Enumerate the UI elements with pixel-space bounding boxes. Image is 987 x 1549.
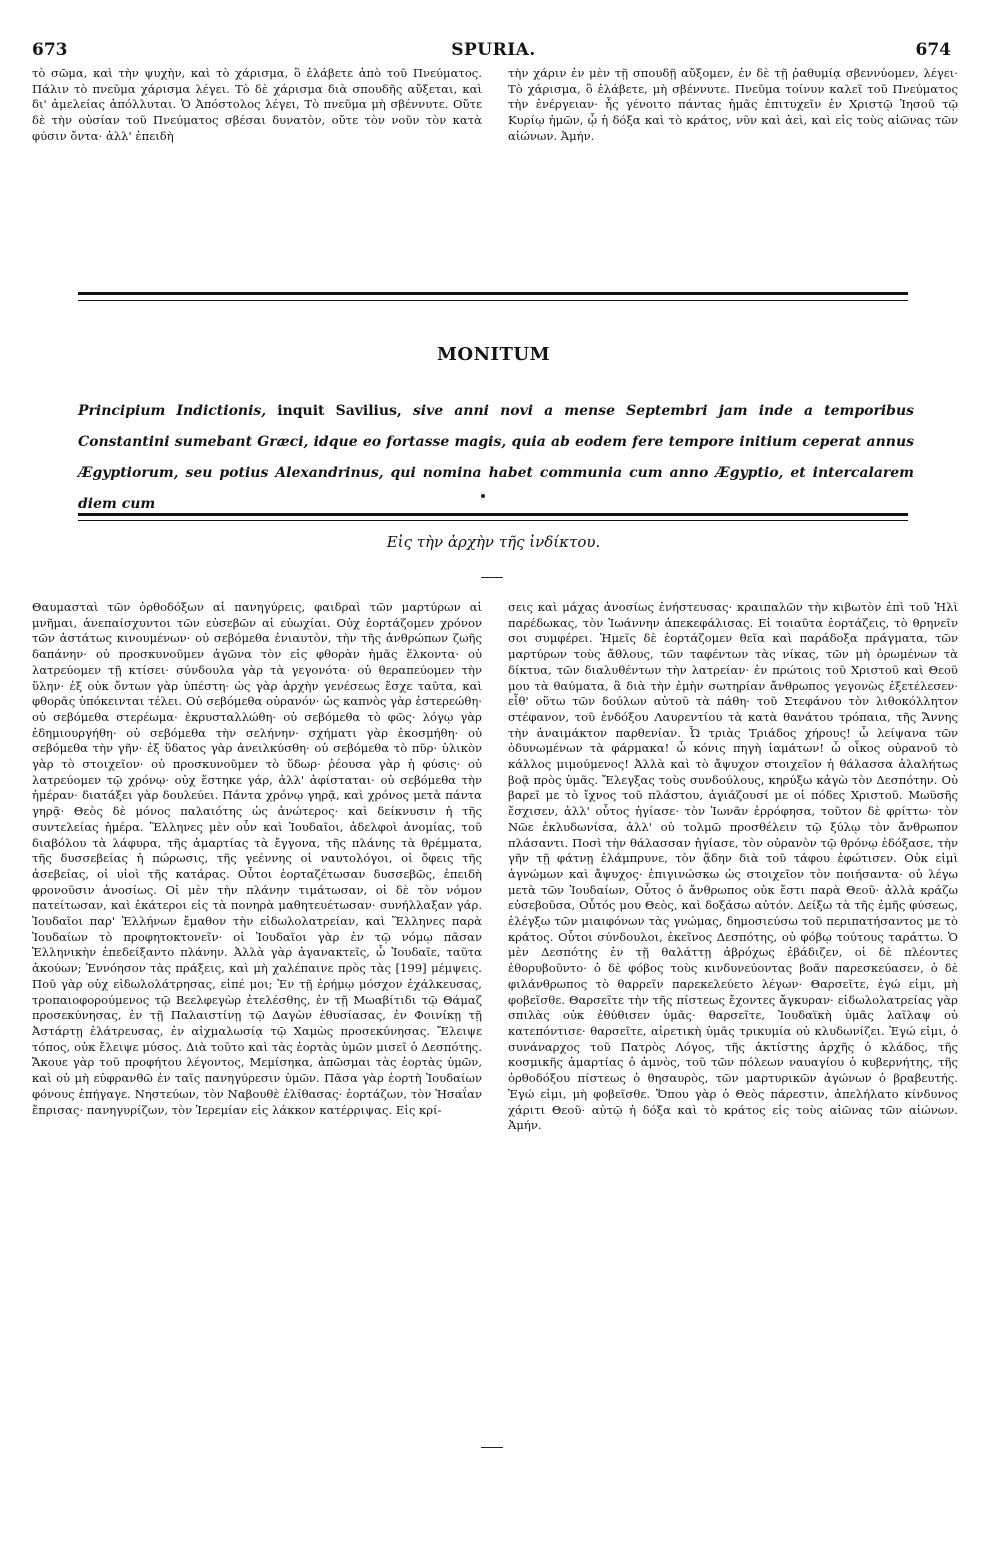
monitum-text: [78, 396, 914, 512]
monitum-text-part1: Principium Indictionis,: [78, 403, 267, 419]
section-divider-bottom: [78, 513, 908, 521]
section-divider-top: [78, 292, 908, 301]
sermon-title: Εἰς τὴν ἀρχὴν τῆς ἰνδίκτου.: [386, 533, 601, 551]
page-number-right: 674: [915, 40, 951, 60]
main-right-text: σεις καὶ μάχας ἀνοσίως ἐνήστευσας· κραιπαλῶν τὴν κιβωτὸν ἐπὶ τοῦ Ἠλὶ παρέδωκας, τὸν Ἰωάννην ἀπεκεφάλισας. Εἰ τοιαῦτα ἑορτάζεις, τὸ θρηνεῖν σοι συμφέρει. Ἡμεῖς δὲ ἑορτάζομεν θεῖα καὶ παράδοξα πράγματα, τῶν μαρτύρων τοὺς ἄθλους, τῶν ταφέντων τὰς νίκας, τῶν μὴ ὁρωμένων τὰ δίκτυα, τῶν διαλυθέντων τὴν λατρείαν· ἐν πρώτοις τοῦ Χριστοῦ καὶ Θεοῦ μου τὰ θαύματα, ἃ διὰ τὴν ἐμὴν σωτηρίαν ἄνθρωπος γεγονὼς ἐξετέλεσεν· εἶθ' οὕτω τῶν δούλων αὐτοῦ τὰ πάθη· τοῦ Στεφάνου τὸν λιθοκόλλητον στέφανον, τοῦ ἐνδόξου Λαυρεντίου τὰ κατὰ θανάτου τρόπαια, τῆς Ἄννης τὴν ἀναιμάκτον παρθενίαν. Ὦ τριὰς Τριάδος χήρους! ὦ λείψανα τῶν ὀδυνωμένων τὰ φάρμακα! ὦ κόνις πηγὴ ἰαμάτων! ὦ οἶκος οὐρανοῦ τὸ κάλλος μιμούμενος! Ἀλλὰ καὶ τὸ ἄψυχον στοιχεῖον ἡ θάλασσα ἀλαλήτως βοᾷ πρὸς ὑμᾶς. Ἔλεγξας τοὺς συνδούλους, κηρύξω κἀγὼ τὸν Δεσπότην. Οὐ βαρεῖ με τὸ ἴχνος τοῦ πλάστου, ἁγιάζουσί με οἱ πόδες Χριστοῦ. Μωϋσῆς ἔσχισεν, ἀλλ' οὗτος ἡγίασε· τὸν Ἰωνᾶν ἐρρόφησα, τοῦτον δὲ φρίττω· τὸν Νῶε ἐκλυδωνίσα, ἀλλ' οὐ τολμῶ προσθέλειν τῷ ξύλῳ τὸν ἄνθρωπον πλάσαντι. Ποσὶ τὴν θάλασσαν ἡγίασε, τὸν οὐρανὸν τῷ θρόνῳ ἐδόξασε, τὴν γῆν τῇ φάτνῃ ἐλάμπρυνε, τὸν ᾅδην διὰ τοῦ τάφου ἐφώτισεν. Οὐκ εἰμὶ ἀγνώμων καὶ ἄψυχος· ἐπιγινώσκω ὡς στοιχεῖον τὸν ποιήσαντα· οὐ λέγω μετὰ τῶν Ἰουδαίων, Οὗτος ὁ ἄνθρωπος οὐκ ἔστι παρὰ Θεοῦ· ἀλλὰ κράζω εὐσεβοῦσα, Οὗτός μου Θεὸς, καὶ δοξάσω αὐτόν. Δείξω τὰ τῆς ἐμῆς φύσεως, ἐλέγξω τῶν μιαιφόνων τὰς γνώμας, δημοσιεύσω τοῦ περιπατήσαντος με τὸ κράτος. Οὗτοι σύνδουλοι, ἐκεῖνος Δεσπότης, οὐ φόβῳ τούτους ταράττω. Ὁ μὲν Δεσπότης ἐν τῇ θαλάττῃ ἀβρόχως ἐβάδιζεν, οἱ δὲ πλέοντες ἐθορυβοῦντο· ὁ δὲ φόβος τοὺς κινδυνεύοντας βοᾶν παρεσκεύασεν, ὁ δὲ φιλάνθρωπος τὸ θαρρεῖν παρεκελεύετο λέγων· Θαρσεῖτε, ἐγώ εἰμι, μὴ φοβεῖσθε. Θαρσεῖτε τὴν τῆς πίστεως ἔχοντες ἄγκυραν· εἰδωλολατρείας γὰρ σπιλὰς οὐκ ἐθύθισεν ὑμᾶς· θαρσεῖτε, Ἰουδαϊκὴ ὑμᾶς λαῖλαψ οὐ κατεπόντισε· θαρσεῖτε, αἱρετικὴ ὑμᾶς τρικυμία οὐ κλυδωνίζει. Ἐγώ εἰμι, ὁ συνάναρχος τοῦ Πατρὸς Λόγος, τῆς ἀκτίστης ἀρχῆς ὁ κλάδος, τῆς κοσμικῆς ἁμαρτίας ὁ ἀμνὸς, τοῦ τῶν πόλεων ναυαγίου ὁ κυβερνήτης, τῆς ὀρθοδόξου πίστεως ὁ θησαυρὸς, τῶν μαρτυρικῶν ἀγώνων ὁ βραβευτής. Ἐγώ εἰμι, μὴ φοβεῖσθε. Ὅπου γὰρ ὁ Θεὸς πάρεστιν, ἀπελήλατο κίνδυνος χάριτι Θεοῦ· αὐτῷ ἡ δόξα καὶ τὸ κράτος εἰς τοὺς αἰῶνας τῶν αἰώνων. Ἀμήν.: [508, 600, 958, 1133]
top-right-text: τὴν χάριν ἐν μὲν τῇ σπουδῇ αὔξομεν, ἐν δὲ τῇ ῥαθυμίᾳ σβεννύομεν, λέγει· Τὸ χάρισμα, ὃ ἐλάβετε, μὴ σβέννυτε. Πνεῦμα τοίνυν καλεῖ τοῦ Πνεύματος τὴν ἐνέργειαν· ἧς γένοιτο πάντας ἡμᾶς ἐπιτυχεῖν ἐν Χριστῷ Ἰησοῦ τῷ Κυρίῳ ἡμῶν, ᾧ ἡ δόξα καὶ τὸ κράτος, νῦν καὶ ἀεὶ, καὶ εἰς τοὺς αἰῶνας τῶν αἰώνων. Ἀμήν.: [508, 66, 958, 143]
main-left-text: Θαυμασταὶ τῶν ὀρθοδόξων αἱ πανηγύρεις, φαιδραὶ τῶν μαρτύρων αἱ μνῆμαι, ἀνεπαίσχυντοι τῶν εὐσεβῶν αἱ εὐωχίαι. Οὐχ ἑορτάζομεν χρόνον τῶν ἀστάτως κινουμένων· οὐ σεβόμεθα ἐνιαυτὸν, τὴν τῆς ἀνθρώπων ζωῆς δαπάνην· οὐ προσκυνοῦμεν ἀγῶνα τὸν εἰς φθορὰν ἡμᾶς ἕλκοντα· οὐ λατρεύομεν τῇ κτίσει· σύνδουλα γὰρ τὰ γεγονότα· οὐ θεραπεύομεν τὴν ὕλην· ἐξ οὐκ ὄντων γὰρ ὑπέστη· ὡς γὰρ ἀρχὴν γενέσεως ἔσχε ταῦτα, καὶ φθορᾶς ὑπόκεινται τέλει. Οὐ σεβόμεθα οὐρανόν· ὡς καπνὸς γὰρ ἐστερεώθη· οὐ σεβόμεθα στερέωμα· ἐκρυσταλλώθη· οὐ σεβόμεθα τὸ φῶς· λόγῳ γὰρ ἐδημιουργήθη· οὐ σεβόμεθα τὴν σελήνην· σχήματι γὰρ ἐκοσμήθη· οὐ σεβόμεθα τὴν γῆν· ἐξ ὕδατος γὰρ ἀνειλκύσθη· οὐ σεβόμεθα τὸ πῦρ· ὑλικὸν γὰρ τὸ στοιχεῖον· οὐ προσκυνοῦμεν τὸ ὕδωρ· ῥέουσα γὰρ ἡ φύσις· οὐ λατρεύομεν τῷ χρόνῳ· οὐχ ἕστηκε γάρ, ἀλλ' ἀφίσταται· οὐ σεβόμεθα τὴν ἡμέραν· διατάξει γὰρ δουλεύει. Πάντα χρόνῳ γηρᾷ, καὶ χρόνος μετὰ πάντα γηρᾷ· Θεὸς δὲ μόνος παλαιότης ὡς ἀνώτερος· καὶ δείκνυσιν ἡ τῆς συντελείας ἡμέρα. Ἕλληνες μὲν οὖν καὶ Ἰουδαῖοι, ἀδελφοὶ ἀνομίας, τοῦ διαβόλου τὰ λάφυρα, τῆς ἁμαρτίας τὰ ἔγγονα, τῆς πλάνης τὰ θρέμματα, τῆς δυσσεβείας ἡ πώρωσις, τῆς γεέννης οἱ ναυτολόγοι, οἱ ὄφεις τῆς ἀσεβείας, οἱ υἱοὶ τῆς κατάρας. Οὗτοι ἑορταζέτωσαν δυσσεβῶς, ἐπειδὴ φρονοῦσιν ἀνοσίως. Οἱ μὲν τὴν πλάνην τιμάτωσαν, οἱ δὲ τὸν νόμον πατείτωσαν, καὶ ἑκάτεροι εἰς τὰ πονηρὰ μαθητευέτωσαν· συνήλλαξαν γάρ. Ἰουδαῖοι παρ' Ἑλλήνων ἔμαθον τὴν εἰδωλολατρείαν, καὶ Ἕλληνες παρὰ Ἰουδαίων τὸ προφητοκτονεῖν· οἱ Ἰουδαῖοι γὰρ ἐν τῷ νόμῳ πᾶσαν Ἑλληνικὴν ἐπεδείξαντο πλάνην. Ἀλλὰ γὰρ ἀγανακτεῖς, ὦ Ἰουδαῖε, ταῦτα ἀκούων; Ἐννόησον τὰς πράξεις, καὶ μὴ χαλέπαινε πρὸς τὰς [199] μέμψεις. Ποῦ γὰρ οὐχ εἰδωλολάτρησας, εἰπέ μοι; Ἐν τῇ ἐρήμῳ μόσχον ἐχάλκευσας, τροπαιοφορούμενος τῷ Βεελφεγὼρ ἐτελέσθης, ἐν τῇ Μωαβίτιδι τῷ Θάμαζ προσεκύνησας, ἐν τῇ Παλαιστίνῃ τῷ Δαγὼν ἐθυσίασας, ἐν Φοινίκῃ τῇ Ἀστάρτῃ ἐλάτρευσας, ἐν αἰχμαλωσίᾳ τῷ Χαμὼς προσεκύνησας. Ἔλειψε τόπος, οὐκ ἔλειψε μύσος. Διὰ τοῦτο καὶ τὰς ἑορτὰς ὑμῶν μισεῖ ὁ Δεσπότης. Ἄκουε γὰρ τοῦ προφήτου λέγοντος, Μεμίσηκα, ἀπῶσμαι τὰς ἑορτὰς ὑμῶν, καὶ οὐ μὴ εὐφρανθῶ ἐν ταῖς πανηγύρεσιν ὑμῶν. Πᾶσα γὰρ ἑορτὴ Ἰουδαίων φόνους ἐπήγαγε. Νηστεύων, τὸν Ναβουθὲ ἐλίθασας· ἑορτάζων, τὸν Ἡσαΐαν ἔπρισας· πανηγυρίζων, τὸν Ἱερεμίαν εἰς λάκκον κατέρριψας. Εἰς κρί-: [32, 600, 482, 1117]
running-head: SPURIA.: [451, 40, 536, 60]
top-left-text: τὸ σῶμα, καὶ τὴν ψυχὴν, καὶ τὸ χάρισμα, ὃ ἐλάβετε ἀπὸ τοῦ Πνεύματος. Πάλιν τὸ πνεῦμα χάρισμα λέγει. Τὸ δὲ χάρισμα διὰ σπουδῆς αὔξεται, καὶ δι' ἀμελείας ἀπόλλυται. Ὁ Ἀπόστολος λέγει, Τὸ πνεῦμα μὴ σβέννυτε. Οὔτε δὲ τὴν οὐσίαν τοῦ Πνεύματος σβέσαι δυνατὸν, οὔτε τὸν νοῦν τὸν κατὰ φύσιν ὄντα· ἀλλ' ἐπειδὴ: [32, 66, 482, 143]
main-right-column: [508, 600, 958, 1410]
end-dash: [481, 1447, 503, 1448]
title-dash: [481, 577, 503, 578]
top-right-column: [508, 66, 958, 206]
monitum-text-part3: sive anni novi a mense Septembri jam inde a temporibus Constantini sumebant Græci, idque eo fortasse magis, quia ab eodem fere tempore initium ceperat annus Ægyptiorum, seu potius Alexandrinus, qui nomina habet communia cum anno Ægyptio, et intercalarem diem cum: [78, 403, 914, 512]
monitum-text-part2: inquit Savilius,: [266, 403, 413, 419]
footnote-dot: [481, 494, 485, 498]
top-left-column: [32, 66, 482, 206]
main-left-column: [32, 600, 482, 1410]
page-number-left: 673: [32, 40, 68, 60]
monitum-title: MONITUM: [437, 344, 550, 365]
